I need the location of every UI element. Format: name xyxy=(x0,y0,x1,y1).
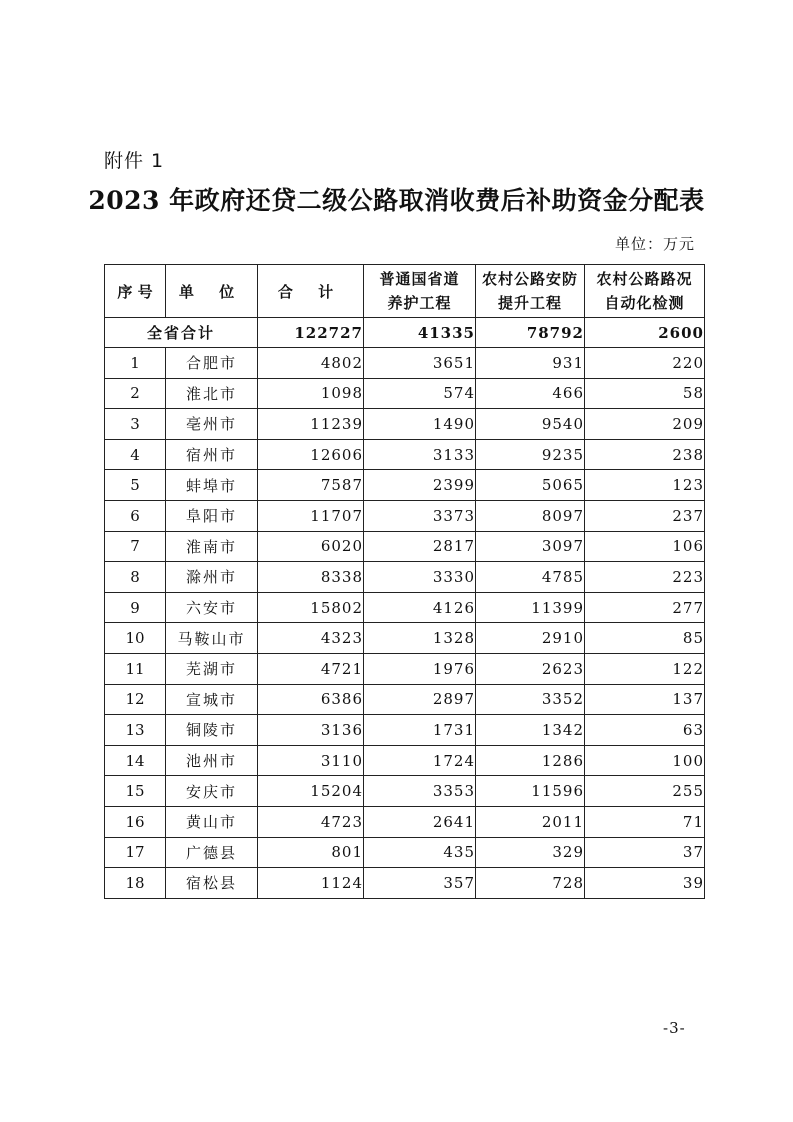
row-rural-detect: 238 xyxy=(585,439,705,470)
table-row xyxy=(105,776,705,807)
row-unit: 淮北市 xyxy=(166,378,258,409)
row-rural-safety: 11596 xyxy=(476,776,585,807)
row-rural-detect: 122 xyxy=(585,653,705,684)
row-index: 13 xyxy=(105,715,166,746)
row-rural-safety: 1286 xyxy=(476,745,585,776)
header-highway-maintenance: 普通国省道 养护工程 xyxy=(364,265,476,318)
row-index: 5 xyxy=(105,470,166,501)
total-highway: 41335 xyxy=(364,318,476,348)
row-rural-safety: 466 xyxy=(476,378,585,409)
row-highway: 1328 xyxy=(364,623,476,654)
row-rural-detect: 123 xyxy=(585,470,705,501)
row-highway: 3651 xyxy=(364,348,476,379)
row-rural-safety: 9235 xyxy=(476,439,585,470)
row-sum: 8338 xyxy=(258,562,364,593)
document-title: 2023 年政府还贷二级公路取消收费后补助资金分配表 xyxy=(88,186,705,215)
row-rural-detect: 63 xyxy=(585,715,705,746)
table-row xyxy=(105,715,705,746)
row-index: 6 xyxy=(105,500,166,531)
table-row xyxy=(105,439,705,470)
row-highway: 2399 xyxy=(364,470,476,501)
row-sum: 6020 xyxy=(258,531,364,562)
header-unit: 单 位 xyxy=(166,265,258,318)
row-index: 1 xyxy=(105,348,166,379)
row-highway: 574 xyxy=(364,378,476,409)
row-unit: 蚌埠市 xyxy=(166,470,258,501)
row-rural-safety: 8097 xyxy=(476,500,585,531)
row-rural-safety: 11399 xyxy=(476,592,585,623)
row-rural-detect: 255 xyxy=(585,776,705,807)
row-unit: 阜阳市 xyxy=(166,500,258,531)
table-row xyxy=(105,745,705,776)
row-index: 12 xyxy=(105,684,166,715)
row-index: 11 xyxy=(105,653,166,684)
row-sum: 1098 xyxy=(258,378,364,409)
row-highway: 2817 xyxy=(364,531,476,562)
table-row xyxy=(105,684,705,715)
row-rural-detect: 85 xyxy=(585,623,705,654)
row-rural-detect: 106 xyxy=(585,531,705,562)
table-row xyxy=(105,562,705,593)
row-index: 15 xyxy=(105,776,166,807)
row-unit: 马鞍山市 xyxy=(166,623,258,654)
row-sum: 11239 xyxy=(258,409,364,440)
table-row xyxy=(105,531,705,562)
row-unit: 广德县 xyxy=(166,837,258,868)
row-sum: 15204 xyxy=(258,776,364,807)
row-rural-safety: 728 xyxy=(476,868,585,899)
row-highway: 4126 xyxy=(364,592,476,623)
row-index: 14 xyxy=(105,745,166,776)
row-rural-safety: 3097 xyxy=(476,531,585,562)
page-number: -3- xyxy=(663,1019,686,1037)
row-rural-detect: 100 xyxy=(585,745,705,776)
row-rural-safety: 9540 xyxy=(476,409,585,440)
row-highway: 3353 xyxy=(364,776,476,807)
row-index: 8 xyxy=(105,562,166,593)
row-index: 9 xyxy=(105,592,166,623)
table-row xyxy=(105,837,705,868)
row-unit: 亳州市 xyxy=(166,409,258,440)
row-sum: 6386 xyxy=(258,684,364,715)
row-rural-detect: 37 xyxy=(585,837,705,868)
row-unit: 合肥市 xyxy=(166,348,258,379)
row-rural-safety: 1342 xyxy=(476,715,585,746)
row-index: 4 xyxy=(105,439,166,470)
header-total: 合 计 xyxy=(258,265,364,318)
row-highway: 2641 xyxy=(364,806,476,837)
table-body xyxy=(105,265,705,899)
header-index: 序 号 xyxy=(105,265,166,318)
row-index: 18 xyxy=(105,868,166,899)
row-index: 3 xyxy=(105,409,166,440)
row-highway: 3330 xyxy=(364,562,476,593)
row-rural-detect: 220 xyxy=(585,348,705,379)
row-rural-detect: 277 xyxy=(585,592,705,623)
header-rural-detection: 农村公路路况 自动化检测 xyxy=(585,265,705,318)
row-sum: 4721 xyxy=(258,653,364,684)
row-highway: 1490 xyxy=(364,409,476,440)
table-row xyxy=(105,653,705,684)
row-rural-detect: 137 xyxy=(585,684,705,715)
row-sum: 11707 xyxy=(258,500,364,531)
row-unit: 宿松县 xyxy=(166,868,258,899)
header-rural-safety: 农村公路安防 提升工程 xyxy=(476,265,585,318)
row-index: 17 xyxy=(105,837,166,868)
total-row xyxy=(105,318,705,348)
row-index: 2 xyxy=(105,378,166,409)
row-sum: 15802 xyxy=(258,592,364,623)
row-unit: 宿州市 xyxy=(166,439,258,470)
row-rural-detect: 71 xyxy=(585,806,705,837)
row-sum: 3136 xyxy=(258,715,364,746)
row-sum: 7587 xyxy=(258,470,364,501)
row-unit: 安庆市 xyxy=(166,776,258,807)
row-sum: 801 xyxy=(258,837,364,868)
row-sum: 1124 xyxy=(258,868,364,899)
row-highway: 2897 xyxy=(364,684,476,715)
row-rural-safety: 2910 xyxy=(476,623,585,654)
row-index: 10 xyxy=(105,623,166,654)
total-label: 全省合计 xyxy=(105,318,258,348)
total-rural-detect: 2600 xyxy=(585,318,705,348)
row-unit: 铜陵市 xyxy=(166,715,258,746)
row-sum: 4323 xyxy=(258,623,364,654)
row-rural-detect: 209 xyxy=(585,409,705,440)
row-highway: 357 xyxy=(364,868,476,899)
table-row xyxy=(105,500,705,531)
row-rural-safety: 2011 xyxy=(476,806,585,837)
row-rural-detect: 237 xyxy=(585,500,705,531)
row-sum: 4802 xyxy=(258,348,364,379)
table-row xyxy=(105,378,705,409)
row-unit: 宣城市 xyxy=(166,684,258,715)
table-header-row xyxy=(105,265,705,318)
row-highway: 1731 xyxy=(364,715,476,746)
row-rural-detect: 58 xyxy=(585,378,705,409)
row-sum: 4723 xyxy=(258,806,364,837)
row-index: 7 xyxy=(105,531,166,562)
row-rural-safety: 329 xyxy=(476,837,585,868)
row-rural-detect: 223 xyxy=(585,562,705,593)
total-sum: 122727 xyxy=(258,318,364,348)
unit-label: 单位：万元 xyxy=(614,235,695,253)
row-unit: 池州市 xyxy=(166,745,258,776)
attachment-label: 附件 1 xyxy=(104,150,165,172)
table-row xyxy=(105,592,705,623)
table-row xyxy=(105,868,705,899)
table-row xyxy=(105,409,705,440)
row-sum: 3110 xyxy=(258,745,364,776)
table-row xyxy=(105,470,705,501)
row-highway: 3373 xyxy=(364,500,476,531)
row-rural-safety: 931 xyxy=(476,348,585,379)
allocation-table xyxy=(104,264,705,899)
table-row xyxy=(105,806,705,837)
table-row xyxy=(105,348,705,379)
row-index: 16 xyxy=(105,806,166,837)
row-unit: 芜湖市 xyxy=(166,653,258,684)
row-unit: 淮南市 xyxy=(166,531,258,562)
row-rural-safety: 3352 xyxy=(476,684,585,715)
row-rural-safety: 2623 xyxy=(476,653,585,684)
row-rural-safety: 5065 xyxy=(476,470,585,501)
row-highway: 435 xyxy=(364,837,476,868)
row-rural-detect: 39 xyxy=(585,868,705,899)
row-highway: 1976 xyxy=(364,653,476,684)
row-highway: 1724 xyxy=(364,745,476,776)
table-row xyxy=(105,623,705,654)
total-rural-safety: 78792 xyxy=(476,318,585,348)
row-rural-safety: 4785 xyxy=(476,562,585,593)
row-unit: 六安市 xyxy=(166,592,258,623)
row-sum: 12606 xyxy=(258,439,364,470)
row-unit: 黄山市 xyxy=(166,806,258,837)
row-highway: 3133 xyxy=(364,439,476,470)
row-unit: 滁州市 xyxy=(166,562,258,593)
